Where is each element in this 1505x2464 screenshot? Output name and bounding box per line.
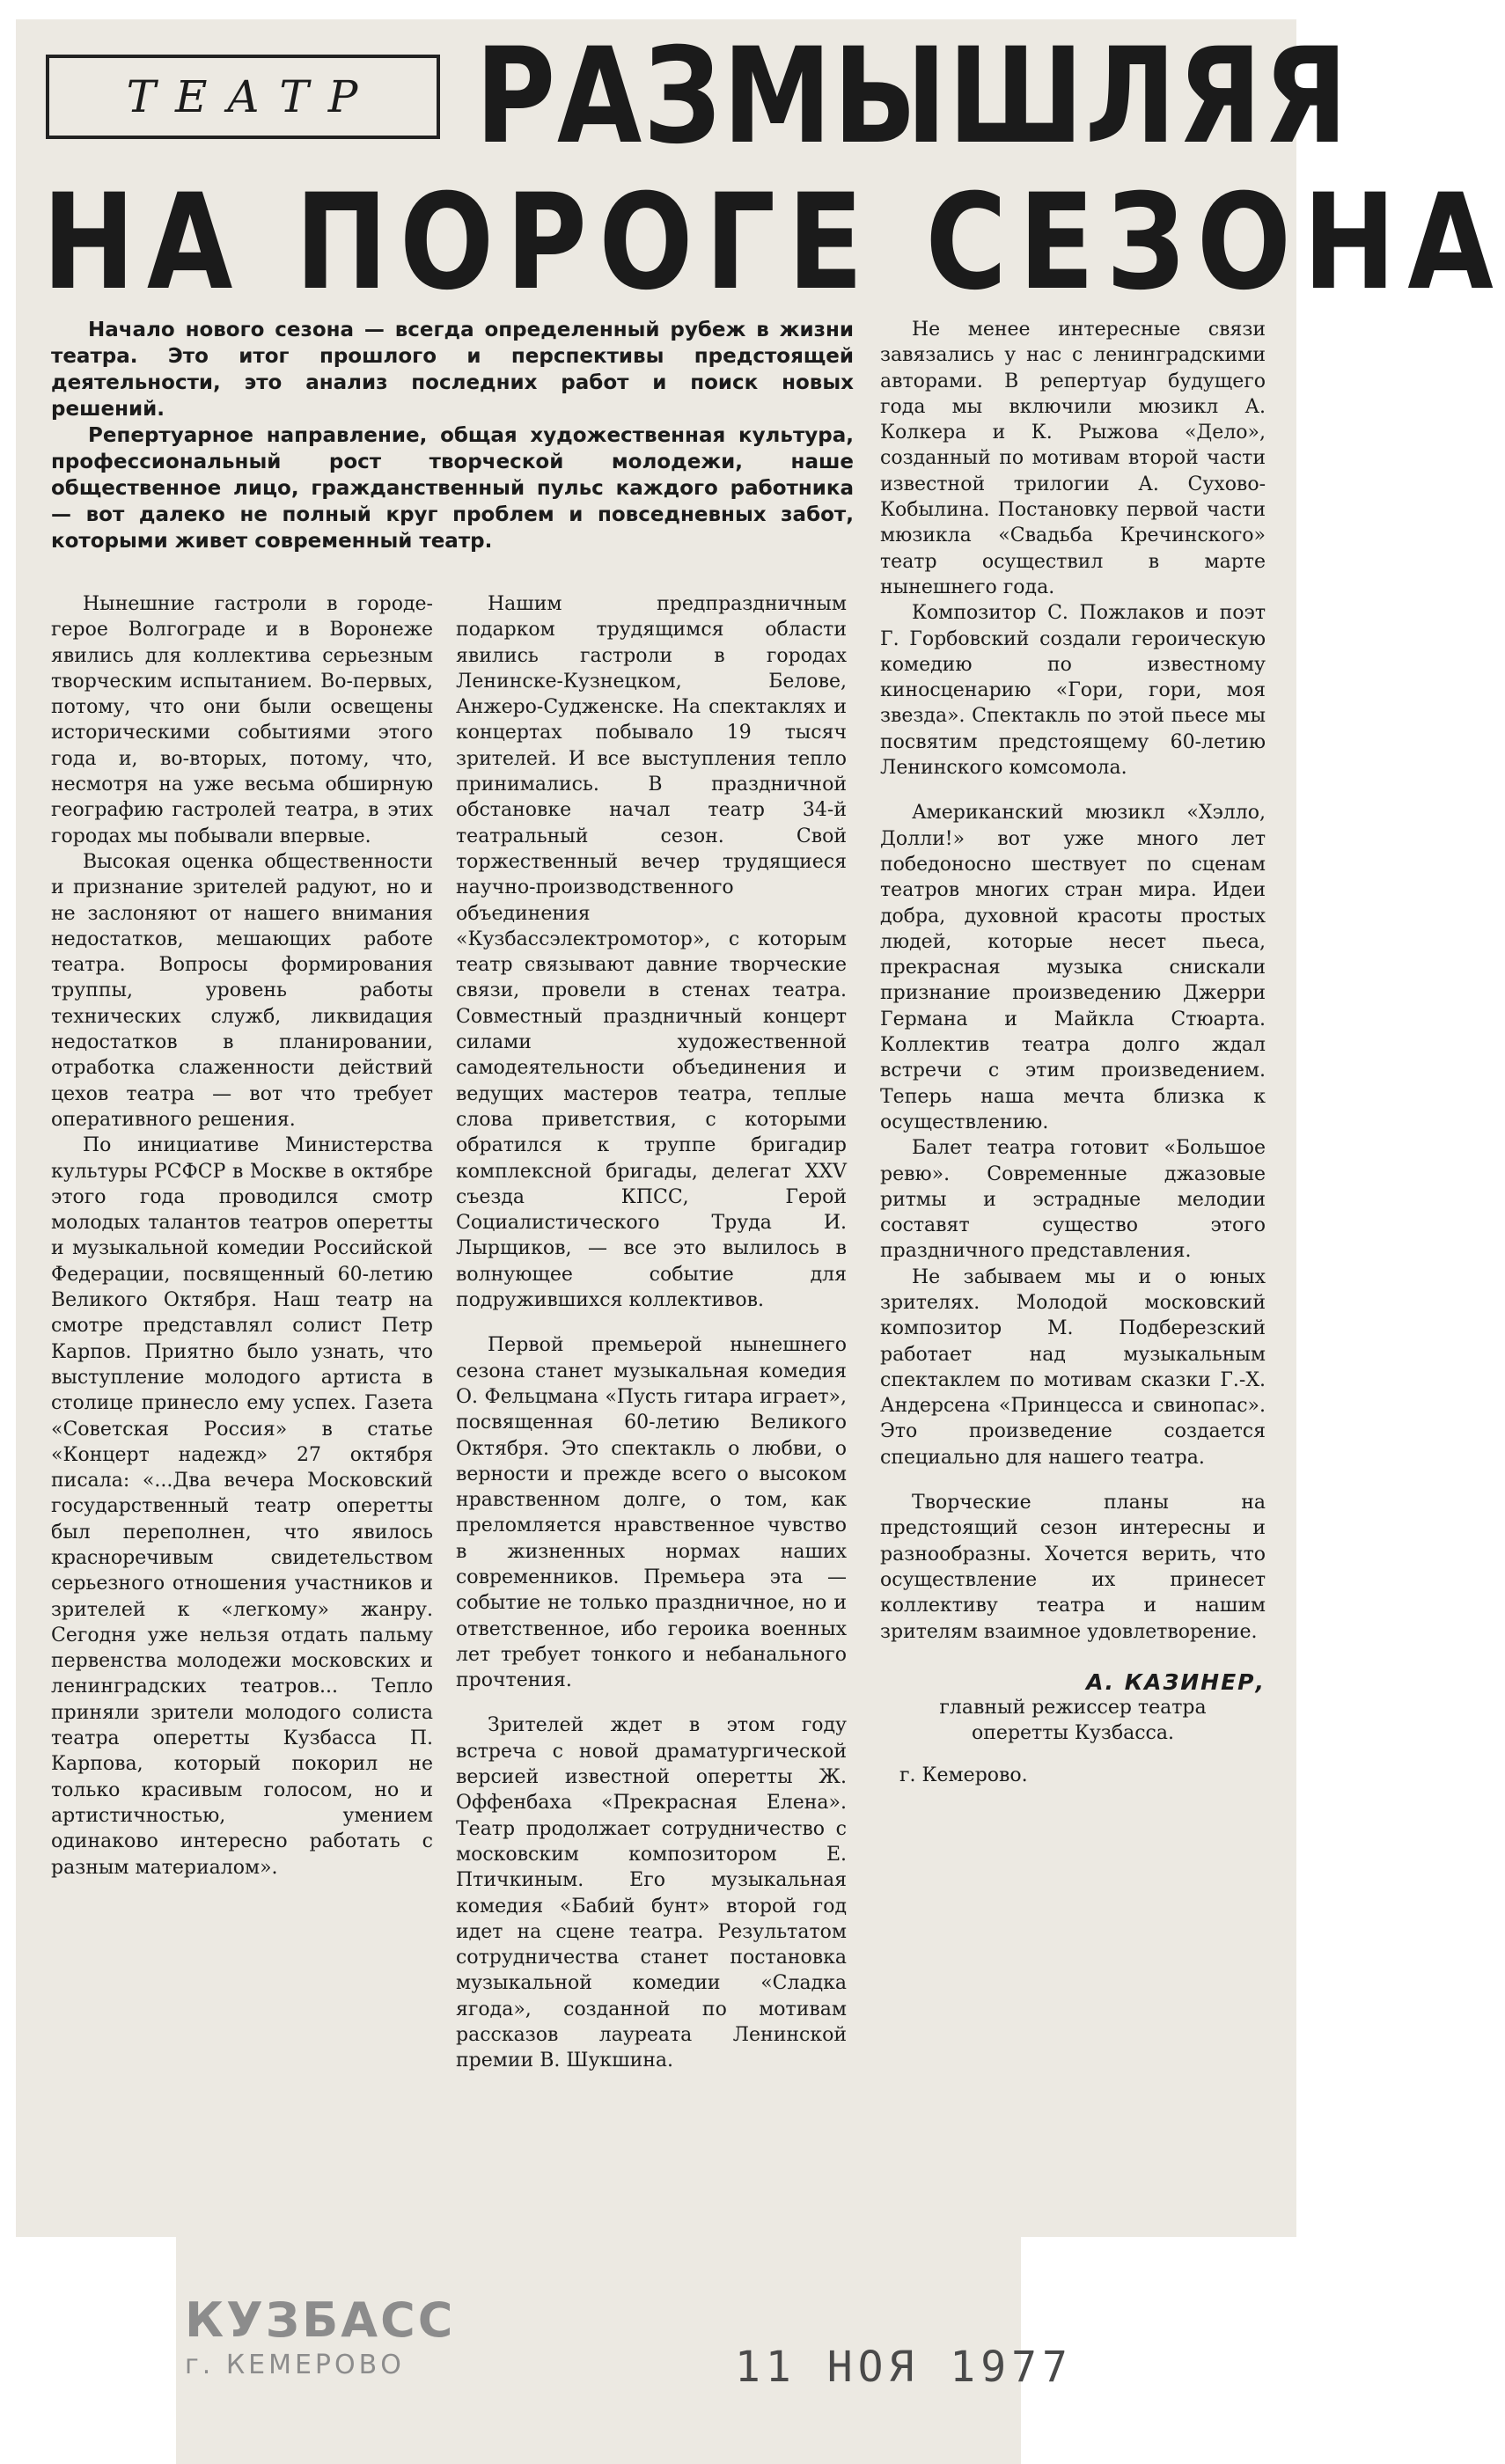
author-role: главный режиссер театра xyxy=(939,1697,1207,1720)
paragraph: Композитор С. Пожлаков и поэт Г. Горбовский создали героическую комедию по известному киносценарию «Гори, гори, моя звезда». Спектакль по этой пьесе мы посвятим предстоящему 60-летию Ленинского комсомола. xyxy=(880,602,1266,780)
dateline-city: г. Кемерово. xyxy=(899,1764,1028,1786)
article-column-1 xyxy=(51,591,433,1881)
paragraph: Американский мюзикл «Хэлло, Долли!» вот уже много лет победоносно шествует по сценам театров многих стран мира. Идеи добра, духовной красоты простых людей, которые несет пьеса, прекрасная музыка снискали признание произведению Джерри Германа и Майкла Стюарта. Коллектив театра долго ждал встречи с этим произведением. Теперь наша мечта близка к осуществлению. xyxy=(880,802,1266,1133)
lead-paragraph xyxy=(51,317,854,554)
stamp-date: 11 НОЯ 1977 xyxy=(735,2343,1073,2392)
stamp-city: г. КЕМЕРОВО xyxy=(185,2350,405,2380)
section-rubric: ТЕАТР xyxy=(46,55,440,139)
paragraph: Творческие планы на предстоящий сезон интересны и разнообразны. Хочется верить, что осуществление их принесет коллективу театра и нашим зрителям взаимное удовлетворение. xyxy=(880,1492,1266,1643)
lead-text: Репертуарное направление, общая художественная культура, профессиональный рост творческой молодежи, наше общественное лицо, гражданственный пульс каждого работника — вот далеко не полный круг проблем и повседневных забот, которыми живет современный театр. xyxy=(51,424,854,553)
headline-line-1: РАЗМЫШЛЯЯ xyxy=(475,20,1349,173)
stamp-publication: КУЗБАСС xyxy=(185,2292,456,2348)
paragraph: По инициативе Министерства культуры РСФСР в Москве в октябре этого года проводился смотр молодых талантов театров оперетты и музыкальной комедии Российской Федерации, посвященный 60-летию Великого Октября. Наш театр на смотре представлял солист Петр Карпов. Приятно было узнать, что выступление молодого артиста в столице принесло ему успех. Газета «Советская Россия» в статье «Концерт надежд» 27 октября писала: «...Два вечера Московский государственный театр оперетты был переполнен, что явилось красноречивым свидетельством серьезного отношения участников и зрителей к «легкому» жанру. Сегодня уже нельзя отдать пальму первенства молодежи московских и ленинградских театров... Тепло приняли зрители молодого солиста театра оперетты Кузбасса П. Карпова, который покорил не только красивым голосом, но и артистичностью, умением одинаково интересно работать с разным материалом». xyxy=(51,1134,433,1879)
paragraph: Высокая оценка общественности и признание зрителей радуют, но и не заслоняют от нашего внимания недостатков, мешающих работе театра. Вопросы формирования труппы, уровень работы технических служб, ликвидация недостатков в планировании, отработка слаженности действий цехов театра — вот что требует оперативного решения. xyxy=(51,850,433,1131)
headline-line-2: НА ПОРОГЕ СЕЗОНА xyxy=(42,166,1505,319)
paragraph: Балет театра готовит «Большое ревю». Современные джазовые ритмы и эстрадные мелодии составят существо этого праздничного представления. xyxy=(880,1137,1266,1263)
lead-text: Начало нового сезона — всегда определенный рубеж в жизни театра. Это итог прошлого и перспективы предстоящей деятельности, это анализ последних работ и поиск новых решений. xyxy=(51,319,854,421)
author-role: оперетты Кузбасса. xyxy=(972,1722,1174,1745)
paragraph: Не забываем мы и о юных зрителях. Молодой московский композитор М. Подберезский работает над музыкальным спектаклем по мотивам сказки Г.-Х. Андерсена «Принцесса и свинопас». Это произведение создается специально для нашего театра. xyxy=(880,1265,1266,1469)
paragraph: Первой премьерой нынешнего сезона станет музыкальная комедия О. Фельцмана «Пусть гитара играет», посвященная 60-летию Великого Октября. Это спектакль о любви, о верности и прежде всего о высоком нравственном долге, о том, как преломляется нравственное чувство в жизненных нормах наших современников. Премьера эта — событие не только праздничное, но и ответственное, ибо героика военных лет требует тонкого и небанального прочтения. xyxy=(456,1334,847,1692)
paragraph: Нынешние гастроли в городе-герое Волгограде и в Воронеже явились для коллектива серьезным творческим испытанием. Во-первых, потому, что они были освещены историческими событиями этого года и, во-вторых, потому, что, несмотря на уже весьма обширную географию гастролей театра, в этих городах мы побывали впервые. xyxy=(51,593,433,847)
library-stamp xyxy=(185,2292,456,2381)
paragraph: Нашим предпраздничным подарком трудящимся области явились гастроли в городах Ленинске-Кузнецком, Белове, Анжеро-Судженске. На спектаклях и концертах побывало 19 тысяч зрителей. И все выступления тепло принимались. В праздничной обстановке начал театр 34-й театральный сезон. Свой торжественный вечер трудящиеся научно-производственного объединения «Кузбассэлектромотор», с которым театр связывают давние творческие связи, провели в стенах театра. Совместный праздничный концерт силами художественной самодеятельности объединения и ведущих мастеров театра, теплые слова приветствия, с которыми обратился к труппе бригадир комплексной бригады, делегат XXV съезда КПСС, Герой Социалистического Труда И. Лырщиков, — все это вылилось в волнующее событие для подружившихся коллективов. xyxy=(456,593,847,1312)
author-name: А. КАЗИНЕР, xyxy=(1086,1668,1266,1695)
article-column-3 xyxy=(880,317,1266,1788)
paragraph: Зрителей ждет в этом году встреча с новой драматургической версией известной оперетты Ж. Оффенбаха «Прекрасная Елена». Театр продолжает сотрудничество с московским композитором Е. Птичкиным. Его музыкальная комедия «Бабий бунт» второй год идет на сцене театра. Результатом сотрудничества станет постановка музыкальной комедии «Сладка ягода», созданной по мотивам рассказов лауреата Ленинской премии В. Шукшина. xyxy=(456,1714,847,2072)
article-column-2 xyxy=(456,591,847,2074)
paragraph: Не менее интересные связи завязались у нас с ленинградскими авторами. В репертуар будущего года мы включили мюзикл А. Колкера и К. Рыжова «Дело», созданный по мотивам второй части известной трилогии А. Сухово-Кобылина. Постановку первой части мюзикла «Свадьба Кречинского» театр осуществил в марте нынешнего года. xyxy=(880,319,1266,598)
